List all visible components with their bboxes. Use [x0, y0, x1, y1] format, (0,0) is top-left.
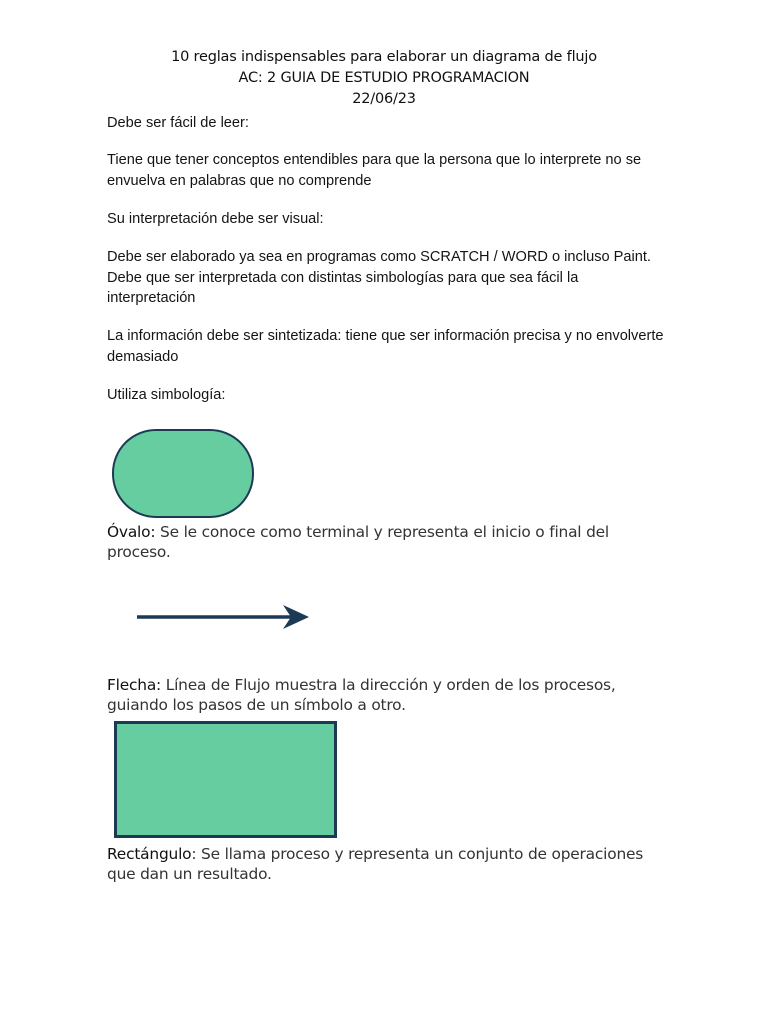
document-date: 22/06/23	[352, 91, 416, 107]
rule-use-symbology: Utiliza simbología:	[107, 387, 226, 403]
rule-understandable-concepts: Tiene que tener conceptos entendibles para que la persona que lo interprete no se envuelva en palabras que no comprende	[107, 152, 642, 189]
rectangle-caption	[107, 844, 667, 884]
flow-arrow-shape	[135, 602, 315, 632]
course-label: AC: 2 GUIA DE ESTUDIO PROGRAMACION	[238, 70, 530, 86]
rule-visual-interpretation: Su interpretación debe ser visual:	[107, 211, 324, 227]
oval-caption	[107, 522, 667, 562]
oval-terminal-shape	[112, 429, 254, 518]
document-title: 10 reglas indispensables para elaborar un diagrama de flujo	[171, 49, 597, 65]
rectangle-process-shape	[114, 721, 337, 838]
rectangle-description: : Se llama proceso y representa un conjunto de operaciones que dan un resultado.	[107, 845, 644, 883]
document-header	[0, 47, 768, 110]
rule-programs-and-symbols: Debe ser elaborado ya sea en programas como SCRATCH / WORD o incluso Paint. Debe que ser interpretada con distintas simbologías para que sea fácil la interpretación	[107, 249, 651, 306]
rule-synthesized-information: La información debe ser sintetizada: tiene que ser información precisa y no envolverte demasiado	[107, 328, 664, 365]
rectangle-term: Rectángulo	[107, 845, 192, 863]
arrow-description: Línea de Flujo muestra la dirección y orden de los procesos, guiando los pasos de un símbolo a otro.	[107, 676, 616, 714]
oval-term: Óvalo:	[107, 523, 156, 541]
arrow-term: Flecha:	[107, 676, 162, 694]
rule-easy-to-read: Debe ser fácil de leer:	[107, 115, 249, 131]
arrow-caption	[107, 675, 667, 715]
oval-description: Se le conoce como terminal y representa el inicio o final del proceso.	[107, 523, 609, 561]
